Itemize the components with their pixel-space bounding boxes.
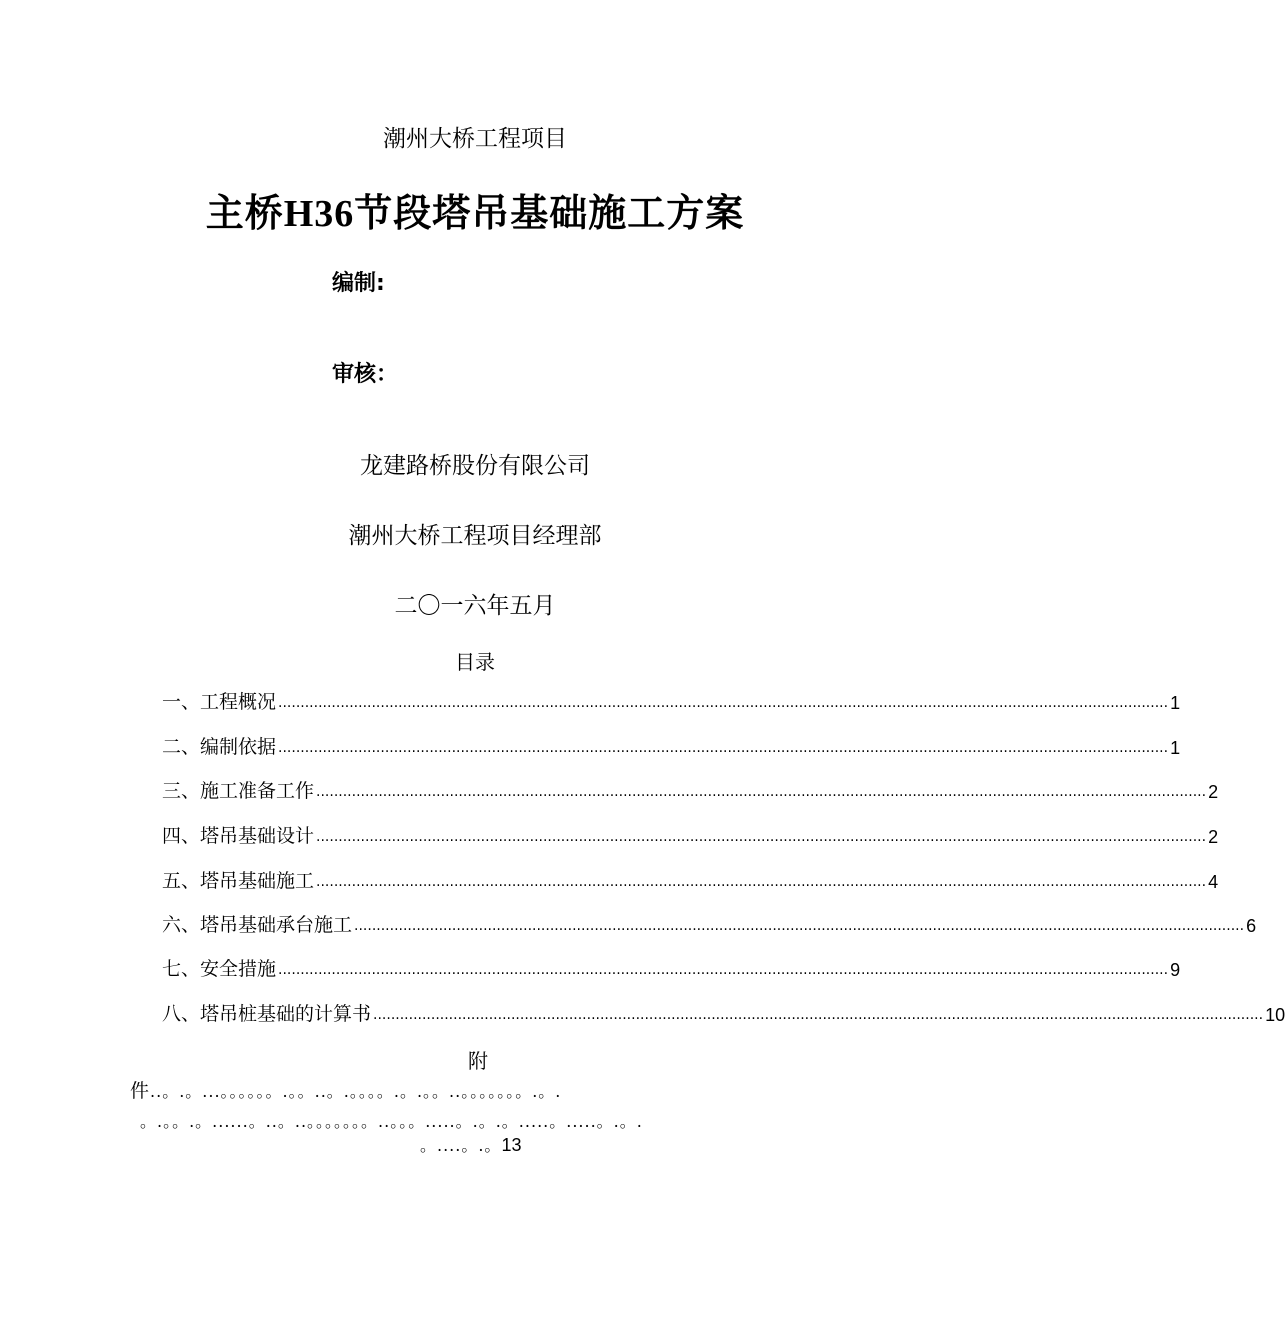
toc-entry-page: 10	[1265, 1005, 1285, 1025]
toc-entry-page: 2	[1208, 782, 1219, 802]
compiled-by-label: 编制:	[332, 271, 385, 296]
appendix-leader-line-3	[420, 1133, 521, 1156]
toc-entry[interactable]	[162, 820, 1219, 848]
appendix-leader-line-1	[130, 1076, 561, 1103]
appendix-leader: ..。.。...。。。。。。.。。..。.。。。。.。.。。..。。。。。。。.。.	[150, 1082, 562, 1101]
project-subtitle: 潮州大桥工程项目	[383, 126, 567, 152]
toc-entry[interactable]	[162, 775, 1219, 803]
appendix-first-char: 件	[130, 1080, 151, 1102]
toc-leader: ........................................................................................................................................................................................................	[316, 784, 1207, 800]
document-date: 二〇一六年五月	[394, 593, 556, 619]
toc-entry-label: 二、编制依据	[162, 736, 277, 758]
toc-entry[interactable]	[162, 909, 1257, 937]
toc-entry[interactable]	[162, 953, 1181, 981]
toc-entry-page: 2	[1208, 827, 1219, 847]
toc-entry-page: 1	[1170, 738, 1181, 758]
title-suffix: 节段塔吊基础施工方案	[354, 191, 745, 235]
toc-entry-page: 9	[1170, 960, 1181, 980]
toc-leader: ........................................................................................................................................................................................................	[278, 695, 1169, 711]
toc-entry[interactable]	[162, 686, 1181, 714]
toc-entry-label: 七、安全措施	[162, 958, 277, 980]
toc-entry-label: 三、施工准备工作	[162, 780, 315, 802]
document-title	[0, 182, 950, 237]
title-prefix: 主桥	[205, 191, 284, 235]
appendix-leader-line-2: 。.。。.。......。..。..。。。。。。。..。。。.....。.。.。.....。.....。.。.	[140, 1112, 643, 1131]
company-name: 龙建路桥股份有限公司	[360, 453, 590, 479]
toc-entry-label: 六、塔吊基础承台施工	[162, 914, 353, 936]
toc-entry-label: 五、塔吊基础施工	[162, 870, 315, 892]
toc-entry-label: 四、塔吊基础设计	[162, 825, 315, 847]
appendix-page: 13	[501, 1135, 522, 1155]
toc-leader: ........................................................................................................................................................................................................	[278, 740, 1169, 756]
project-department: 潮州大桥工程项目经理部	[348, 523, 602, 549]
appendix-leader: 。....。.。	[420, 1136, 502, 1155]
toc-entry[interactable]	[162, 998, 1285, 1026]
toc-entry-label: 八、塔吊桩基础的计算书	[162, 1003, 372, 1025]
appendix-heading[interactable]: 附	[468, 1049, 488, 1073]
toc-entry-page: 1	[1170, 693, 1181, 713]
toc-title: 目录	[455, 650, 495, 674]
toc-leader: ........................................................................................................................................................................................................	[278, 962, 1169, 978]
toc-leader: ........................................................................................................................................................................................................	[316, 829, 1207, 845]
toc-entry-page: 6	[1246, 916, 1257, 936]
toc-entry-page: 4	[1208, 872, 1219, 892]
toc-leader: ........................................................................................................................................................................................................	[354, 918, 1245, 934]
title-code: H36	[283, 193, 355, 235]
reviewed-by-label: 审核：	[332, 362, 399, 387]
toc-entry[interactable]	[162, 731, 1181, 759]
toc-entry[interactable]	[162, 865, 1219, 893]
toc-leader: ........................................................................................................................................................................................................	[316, 874, 1207, 890]
toc-leader: ........................................................................................................................................................................................................	[373, 1007, 1264, 1023]
toc-entry-label: 一、工程概况	[162, 691, 277, 713]
